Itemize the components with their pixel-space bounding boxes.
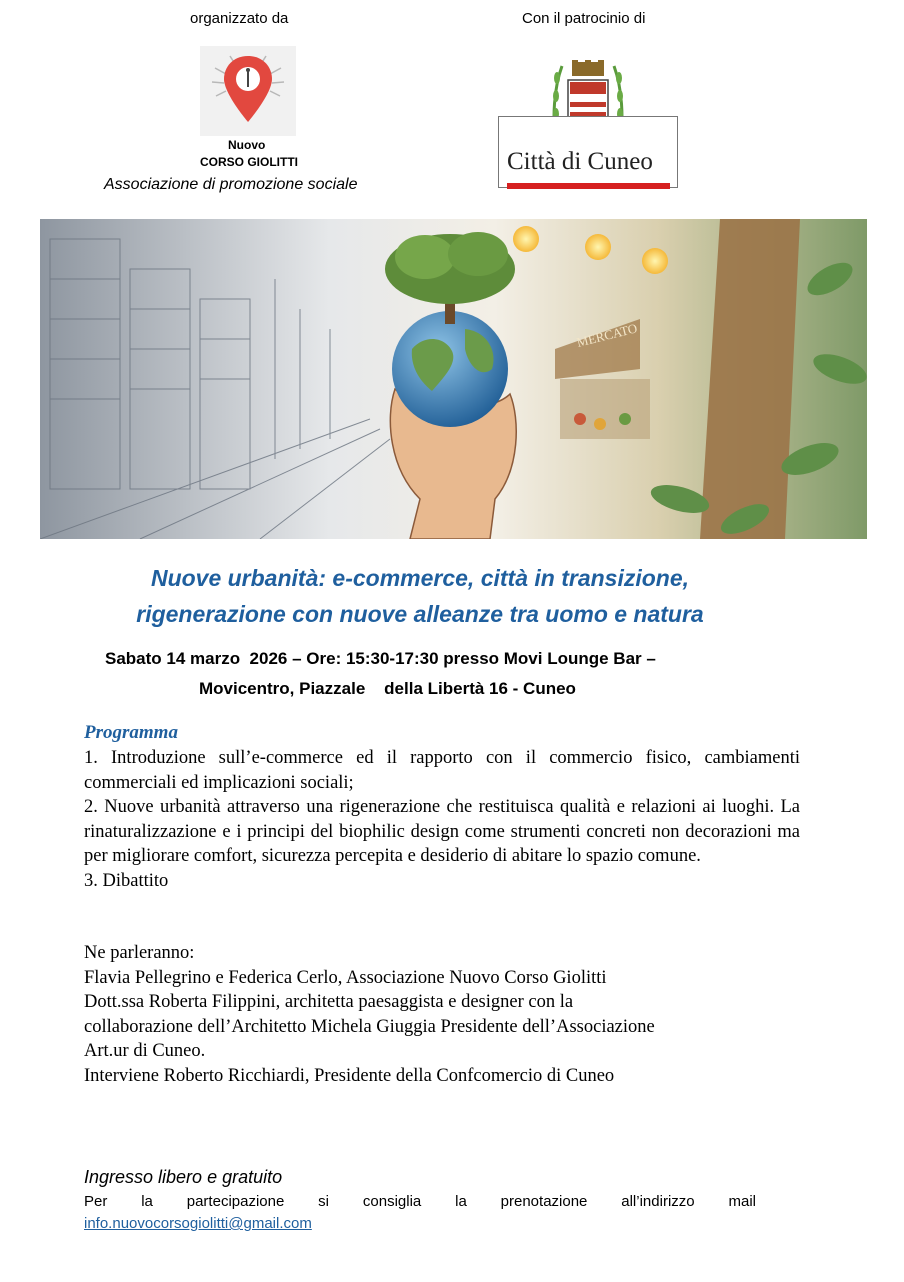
speaker-line: Interviene Roberto Ricchiardi, Presidente della Confcomercio di Cuneo: [84, 1065, 615, 1086]
speaker-line: Art.ur di Cuneo.: [84, 1041, 206, 1061]
email-link[interactable]: info.nuovocorsogiolitti@gmail.com: [84, 1215, 312, 1232]
speaker-line: Flavia Pellegrino e Federica Cerlo, Associazione Nuovo Corso Giolitti: [84, 967, 607, 988]
org-subtitle: Associazione di promozione sociale: [104, 176, 358, 193]
program-item-3: 3. Dibattito: [84, 870, 169, 891]
patronage-label: Con il patrocinio di: [522, 10, 646, 27]
booking-note: Per la partecipazione si consiglia la prenotazione all’indirizzo mail: [84, 1193, 756, 1210]
speaker-line: Dott.ssa Roberta Filippini, architetta paesaggista e designer con la: [84, 992, 574, 1012]
speakers-section: [84, 941, 784, 1088]
event-title: [40, 560, 800, 632]
event-title-line2: rigenerazione con nuove alleanze tra uomo e natura: [136, 601, 704, 627]
city-name: Città di Cuneo: [507, 148, 653, 175]
nuovo-corso-giolitti-logo: [200, 46, 296, 136]
city-logo-bar: [507, 183, 670, 189]
event-date-line2: Movicentro, Piazzale della Libertà 16 - Cuneo: [199, 679, 576, 698]
speakers-heading: Ne parleranno:: [84, 943, 195, 963]
event-title-line1: Nuove urbanità: e-commerce, città in transizione,: [150, 565, 690, 591]
org-name-line2: CORSO GIOLITTI: [200, 155, 298, 169]
program-list: [84, 746, 800, 893]
program-item-2: 2. Nuove urbanità attraverso una rigenerazione che restituisca qualità e relazioni ai luoghi. La rinaturalizzazione e i principi del biophilic design come strumenti concreti non decorazioni ma per migliorare comfort, sicurezza percepita e desiderio di abitare lo spazio comune.: [84, 797, 800, 866]
free-entry-note: Ingresso libero e gratuito: [84, 1167, 283, 1187]
program-item-1: 1. Introduzione sull’e-commerce ed il rapporto con il commercio fisico, cambiamenti commerciali ed implicazioni sociali;: [84, 748, 800, 793]
speaker-line: collaborazione dell’Architetto Michela Giuggia Presidente dell’Associazione: [84, 1016, 655, 1037]
event-date-line1: Sabato 14 marzo 2026 – Ore: 15:30-17:30 presso Movi Lounge Bar –: [105, 649, 656, 668]
banner-illustration: [40, 219, 867, 539]
org-name-line1: Nuovo: [228, 138, 266, 152]
organized-by-label: organizzato da: [190, 10, 289, 27]
program-heading: Programma: [84, 722, 178, 743]
map-pin-icon: [200, 46, 296, 136]
market-sign: MERCATO: [575, 320, 639, 350]
